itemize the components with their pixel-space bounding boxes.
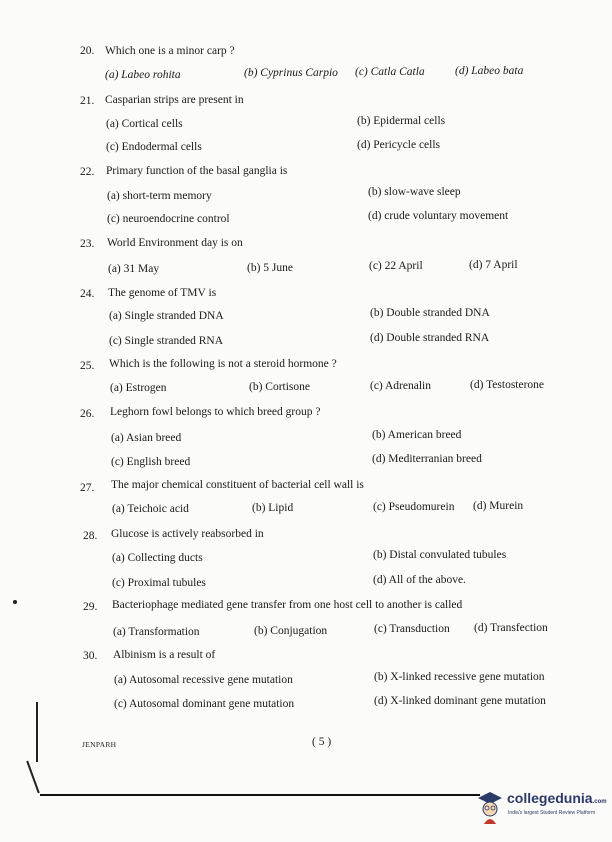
option-b: (b) Cortisone xyxy=(249,381,311,393)
question-number: 23. xyxy=(80,238,95,250)
question-text: The major chemical constituent of bacterial cell wall is xyxy=(111,479,364,491)
option-d: (d) Pericycle cells xyxy=(357,139,441,151)
option-c: (c) Transduction xyxy=(374,623,450,635)
question-number: 30. xyxy=(83,650,98,662)
option-b: (b) Distal convulated tubules xyxy=(373,549,507,561)
option-d: (d) All of the above. xyxy=(373,574,466,586)
option-c: (c) Catla Catla xyxy=(355,66,425,78)
question-text: Primary function of the basal ganglia is xyxy=(106,165,288,177)
question-number: 22. xyxy=(80,166,95,178)
option-b: (b) Conjugation xyxy=(254,625,328,637)
option-a: (a) Transformation xyxy=(113,626,200,638)
option-a: (a) 31 May xyxy=(108,263,160,275)
option-a: (a) Estrogen xyxy=(110,382,167,394)
option-d: (d) Mediterranian breed xyxy=(372,453,482,465)
option-a: (a) short-term memory xyxy=(107,190,212,202)
option-a: (a) Teichoic acid xyxy=(112,503,189,515)
option-a: (a) Labeo rohita xyxy=(105,69,181,81)
question-number: 28. xyxy=(83,530,98,542)
question-number: 26. xyxy=(80,408,95,420)
scan-margin-line xyxy=(36,702,38,762)
question-text: Leghorn fowl belongs to which breed group ? xyxy=(110,406,321,418)
option-c: (c) Endodermal cells xyxy=(106,141,202,153)
question-text: Which is the following is not a steroid hormone ? xyxy=(109,358,337,370)
option-a: (a) Cortical cells xyxy=(106,118,183,130)
question-number: 24. xyxy=(80,288,95,300)
question-text: Which one is a minor carp ? xyxy=(105,45,235,57)
option-d: (d) X-linked dominant gene mutation xyxy=(374,695,546,707)
option-c: (c) neuroendocrine control xyxy=(107,213,230,225)
question-text: Glucose is actively reabsorbed in xyxy=(111,528,264,540)
paper-code: JENPARH xyxy=(82,740,117,749)
option-b: (b) X-linked recessive gene mutation xyxy=(374,671,545,683)
question-number: 21. xyxy=(80,95,95,107)
logo-tagline: India's largest Student Review Platform xyxy=(508,810,596,816)
question-text: Bacteriophage mediated gene transfer from one host cell to another is called xyxy=(112,599,463,611)
option-c: (c) English breed xyxy=(111,456,191,468)
question-text: World Environment day is on xyxy=(107,237,243,249)
question-number: 27. xyxy=(80,482,95,494)
option-c: (c) Pseudomurein xyxy=(373,501,455,513)
page-number: ( 5 ) xyxy=(312,736,332,748)
question-number: 20. xyxy=(80,45,95,57)
scan-bottom-line xyxy=(40,794,480,796)
option-d: (d) Murein xyxy=(473,500,524,512)
option-b: (b) 5 June xyxy=(247,262,293,274)
graduate-icon xyxy=(476,790,504,824)
option-c: (c) 22 April xyxy=(369,260,423,272)
option-a: (a) Autosomal recessive gene mutation xyxy=(114,674,293,686)
option-b: (b) Epidermal cells xyxy=(357,115,446,127)
option-a: (a) Collecting ducts xyxy=(112,552,203,564)
scan-dot xyxy=(13,600,17,604)
option-d: (d) Transfection xyxy=(474,622,548,634)
option-c: (c) Proximal tubules xyxy=(112,577,206,589)
question-number: 25. xyxy=(80,360,95,372)
option-d: (d) Double stranded RNA xyxy=(370,332,490,344)
option-c: (c) Single stranded RNA xyxy=(109,335,224,347)
logo-name: collegedunia.com xyxy=(507,790,607,806)
scan-margin-stroke xyxy=(26,761,40,794)
question-text: Casparian strips are present in xyxy=(105,94,244,106)
option-d: (d) Testosterone xyxy=(470,379,545,391)
collegedunia-logo xyxy=(474,788,612,828)
option-a: (a) Asian breed xyxy=(111,432,182,444)
option-c: (c) Autosomal dominant gene mutation xyxy=(114,698,295,710)
option-c: (c) Adrenalin xyxy=(370,380,431,392)
option-b: (b) American breed xyxy=(372,429,462,441)
question-text: The genome of TMV is xyxy=(108,287,217,299)
option-d: (d) crude voluntary movement xyxy=(368,210,509,222)
option-d: (d) 7 April xyxy=(469,259,518,271)
option-b: (b) Cyprinus Carpio xyxy=(244,67,338,79)
option-b: (b) slow-wave sleep xyxy=(368,186,461,198)
option-b: (b) Double stranded DNA xyxy=(370,307,490,319)
option-d: (d) Labeo bata xyxy=(455,65,524,77)
question-text: Albinism is a result of xyxy=(113,649,216,661)
question-number: 29. xyxy=(83,601,98,613)
option-b: (b) Lipid xyxy=(252,502,294,514)
option-a: (a) Single stranded DNA xyxy=(109,310,224,322)
